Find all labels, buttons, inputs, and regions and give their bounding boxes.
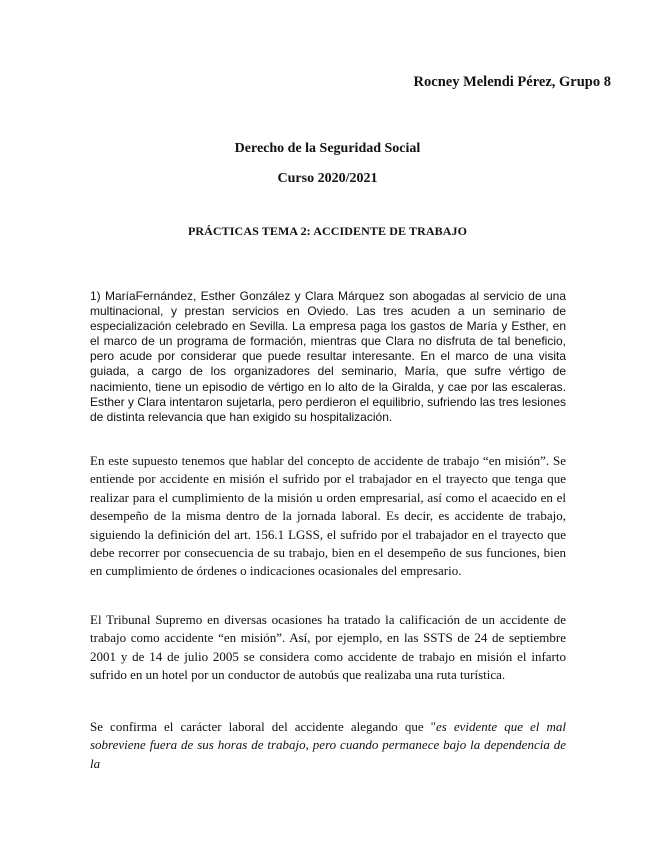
subject-title: Derecho de la Seguridad Social: [234, 141, 421, 156]
practice-title: PRÁCTICAS TEMA 2: ACCIDENTE DE TRABAJO: [187, 224, 468, 238]
paragraph-mision-concept: En este supuesto tenemos que hablar del concepto de accidente de trabajo “en misión”. Se entiende por accidente en misión el sufrido por el trabajador en el trayecto que tenga que realizar para el cumplimiento de la misión u orden empresarial, así como el acaecido en el desempeño de la misma dentro de la jornada laboral. Es decir, es accidente de trabajo, siguiendo la definición del art. 156.1 LGSS, el sufrido por el trabajador en el trayecto que debe recorrer por consecuencia de su trabajo, bien en el desempeño de sus funciones, bien en cumplimiento de órdenes o indicaciones ocasionales del empresario.: [90, 453, 566, 579]
author-line: Rocney Melendi Pérez, Grupo 8: [413, 74, 611, 90]
paragraph-conclusion: [90, 718, 566, 773]
case-statement: 1) MaríaFernández, Esther González y Clara Márquez son abogadas al servicio de una multinacional, y prestan servicios en Oviedo. Las tres acuden a un seminario de especialización celebrado en Sevilla. La empresa paga los gastos de María y Esther, en el marco de un programa de formación, mientras que Clara no disfruta de tal beneficio, pero acude por considerar que puede resultar interesante. En el marco de una visita guiada, a cargo de los organizadores del seminario, María, que sufre vértigo de nacimiento, tiene un episodio de vértigo en lo alto de la Giralda, y cae por las escaleras. Esther y Clara intentaron sujetarla, pero perdieron el equilibrio, sufriendo las tres lesiones de distinta relevancia que han exigido su hospitalización.: [90, 289, 566, 424]
paragraph-conclusion-intro: Se confirma el carácter laboral del accidente alegando que ": [90, 719, 436, 734]
paragraph-conclusion-quote: es evidente que el mal sobreviene fuera de sus horas de trabajo, pero cuando permanece bajo la dependencia de la: [90, 719, 566, 771]
course-year: Curso 2020/2021: [277, 171, 378, 186]
paragraph-tribunal-supremo: El Tribunal Supremo en diversas ocasiones ha tratado la calificación de un accidente de trabajo como accidente “en misión”. Así, por ejemplo, en las SSTS de 24 de septiembre 2001 y de 14 de julio 2005 se considera como accidente de trabajo en misión el infarto sufrido en un hotel por un conductor de autobús que realizaba una ruta turística.: [90, 612, 566, 683]
